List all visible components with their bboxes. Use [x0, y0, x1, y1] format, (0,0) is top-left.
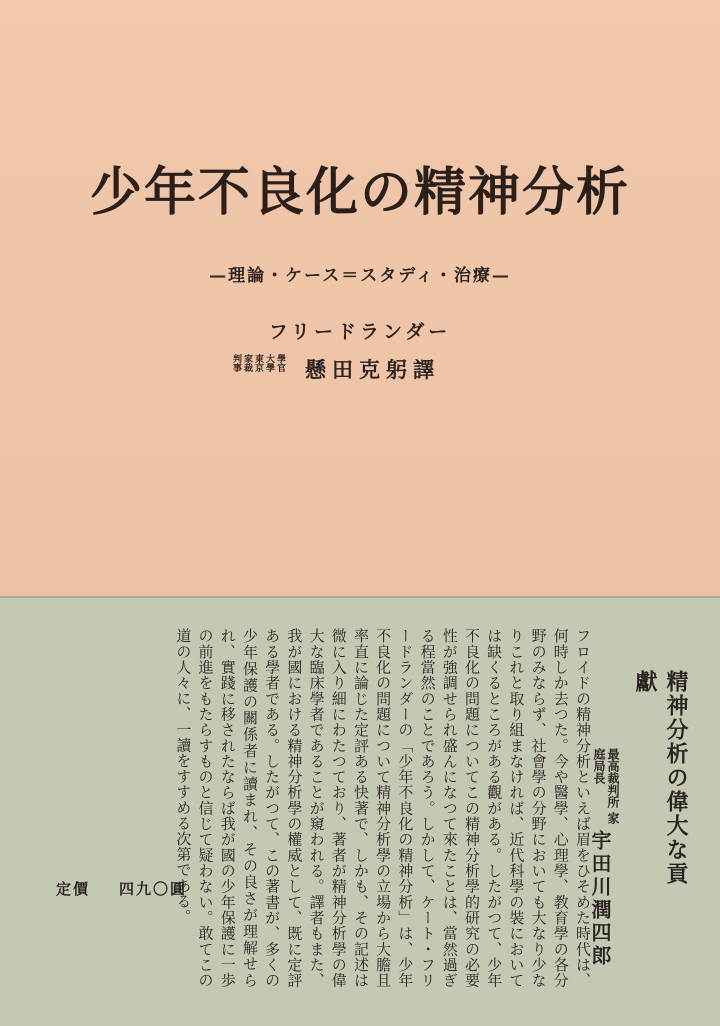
book-title: 少年不良化の精神分析 [89, 162, 630, 223]
translator-position: 學官 大學 東京 家裁 判事 [231, 354, 285, 372]
book-subtitle: —理論・ケース＝スタディ・治療— [209, 266, 511, 286]
reviewer-role: 最高裁判所 家庭局長 [592, 748, 620, 825]
blurb-text: フロイドの精神分析といえば眉をひそめた時代は、何時しか去つた。今や醫學、心理學、教育學の各分野のみならず、社會學の分野においても大なり少なりこれと取り組まなければ、近代科學の裝においては缺くるところがある觀がある。したがつて、少年不良化の問題についてこの精神分析學的研究の必要性が強調せられ盛んになつて來たことは、當然過ぎる程當然のことであろう。しかして、ケート・フリードランダーの「少年不良化の精神分析」は、少年不良化の問題について精神分析學の立場から大膽且率直に論じた定評ある快著で、しかも、その記述は微に入り細にわたつており、著者が精神分析學の偉大な臨床學者であることが窺われる。譯者もまた、我が國における精神分析學の權威として、既に定評ある學者である。したがつて、この著書が、多くの少年保護の關係者に讀まれ、その良さが理解せられ、實踐に移されたならば我が國の少年保護に一歩の前進をもたらすものと信じて疑わない。敢てこの道の人々に、一讀をすすめる次第である。 [174, 628, 592, 988]
translator-credit [230, 352, 440, 386]
price-value: 四九〇圓 [119, 880, 188, 898]
reviewer-name: 宇田川潤四郎 [588, 830, 612, 968]
author-name: フリードランダー [268, 321, 452, 343]
review-title: 精神分析の偉大な貢獻 [632, 670, 689, 886]
price-label: 定價 [56, 880, 91, 898]
translator-name: 懸田克躬譯 [305, 357, 440, 382]
